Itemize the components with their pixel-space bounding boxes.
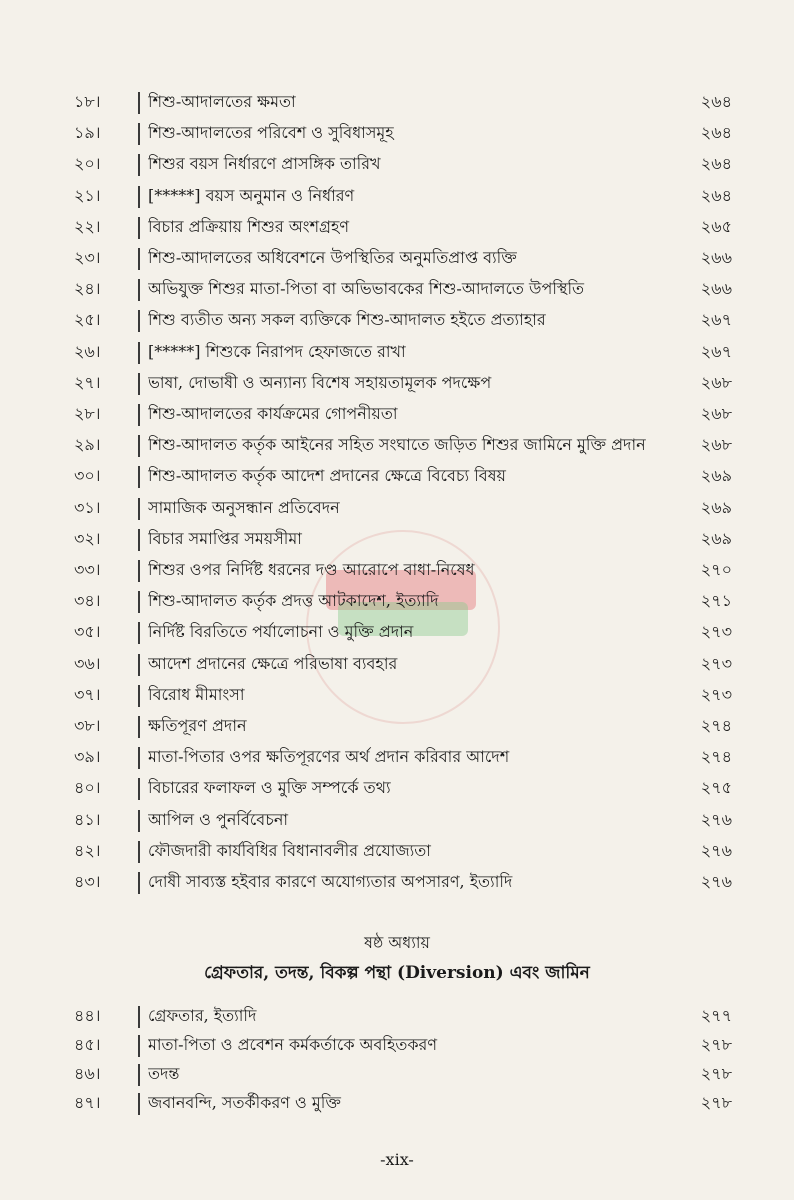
toc-entry (0, 772, 794, 804)
chapter-title: গ্রেফতার, তদন্ত, বিকল্প পন্থা (Diversion) এবং জামিন (204, 963, 590, 983)
toc-entry-number: ৪০। (74, 778, 101, 798)
toc-entry-page: ২৭৫ (700, 778, 732, 798)
toc-entry-number: ২৭। (74, 372, 101, 392)
toc-entry (0, 180, 794, 212)
toc-entry-divider (138, 1064, 140, 1086)
toc-entry-number: ৩৬। (74, 653, 101, 673)
toc-entry-divider (138, 622, 140, 644)
toc-entry-divider (138, 654, 140, 676)
toc-entry-page: ২৬৯ (700, 528, 732, 548)
toc-entry-page: ২৬৭ (700, 310, 732, 330)
toc-entry (0, 804, 794, 836)
toc-entry-page: ২৭৮ (700, 1035, 732, 1054)
toc-entry-page: ২৭০ (700, 560, 732, 579)
toc-entry-page: ২৭৩ (700, 622, 732, 642)
toc-entry-divider (138, 810, 140, 832)
toc-entry-title: অভিযুক্ত শিশুর মাতা-পিতা বা অভিভাবকের শিশু-আদালতে উপস্থিতি (148, 279, 585, 299)
toc-entry-number: ৩২। (74, 528, 101, 548)
toc-entry (0, 679, 794, 711)
toc-entry (0, 1087, 794, 1119)
toc-entry-number: ১৮। (74, 92, 101, 111)
toc-entry (0, 710, 794, 742)
toc-entry-page: ২৬৭ (700, 341, 732, 361)
toc-entry-page: ২৭৪ (700, 716, 732, 735)
toc-entry (0, 835, 794, 867)
toc-entry-number: ২৩। (74, 248, 101, 267)
toc-entry (0, 429, 794, 461)
toc-entry-title: বিচারের ফলাফল ও মুক্তি সম্পর্কে তথ্য (148, 778, 391, 798)
toc-entry-title: ক্ষতিপূরণ প্রদান (148, 716, 247, 735)
toc-entry (0, 367, 794, 399)
toc-entry (0, 1058, 794, 1090)
toc-entry-number: ৪৫। (74, 1035, 101, 1054)
toc-entry-number: ৪৭। (74, 1093, 101, 1112)
toc-entry (0, 242, 794, 274)
toc-entry-number: ৩৪। (74, 591, 101, 611)
toc-entry-divider (138, 747, 140, 769)
toc-entry-page: ২৬৪ (700, 92, 732, 111)
toc-entry-page: ২৬৮ (700, 435, 732, 455)
toc-entry-page: ২৭৮ (700, 1093, 732, 1112)
toc-entry (0, 741, 794, 773)
toc-entry-divider (138, 248, 140, 270)
toc-entry-title: শিশুর ওপর নির্দিষ্ট ধরনের দণ্ড আরোপে বাধা-নিষেধ (148, 560, 475, 579)
toc-entry-page: ২৬৬ (700, 248, 732, 267)
toc-entry-title: জবানবন্দি, সতর্কীকরণ ও মুক্তি (148, 1093, 341, 1112)
toc-entry-number: ২১। (74, 185, 101, 205)
toc-entry-number: ৪১। (74, 809, 101, 829)
toc-entry-number: ৩৭। (74, 684, 101, 704)
toc-entry-number: ৩৯। (74, 747, 101, 767)
toc-entry-divider (138, 498, 140, 520)
toc-entry-divider (138, 404, 140, 426)
toc-entry-page: ২৬৫ (700, 216, 732, 236)
toc-entry (0, 585, 794, 617)
toc-entry-page: ২৬৪ (700, 154, 732, 174)
toc-entry-title: মাতা-পিতা ও প্রবেশন কর্মকর্তাকে অবহিতকরণ (148, 1035, 438, 1054)
toc-entry-divider (138, 217, 140, 239)
toc-entry-number: ৩৮। (74, 716, 101, 735)
toc-entry-number: ২২। (74, 216, 101, 236)
toc-entry-divider (138, 841, 140, 863)
toc-entry-divider (138, 872, 140, 894)
page-number-footer: -xix- (380, 1150, 414, 1169)
toc-entry-divider (138, 92, 140, 114)
toc-entry-title: আপিল ও পুনর্বিবেচনা (148, 809, 289, 829)
toc-entry (0, 523, 794, 555)
toc-entry-page: ২৬৯ (700, 497, 732, 517)
toc-entry (0, 398, 794, 430)
toc-entry-divider (138, 685, 140, 707)
toc-entry-title: আদেশ প্রদানের ক্ষেত্রে পরিভাষা ব্যবহার (148, 653, 398, 673)
toc-entry-divider (138, 591, 140, 613)
toc-entry-title: শিশু ব্যতীত অন্য সকল ব্যক্তিকে শিশু-আদালত হইতে প্রত্যাহার (148, 310, 546, 330)
toc-entry-page: ২৬৬ (700, 279, 732, 299)
toc-entry-number: ২৫। (74, 310, 101, 330)
toc-entry-page: ২৭৬ (700, 872, 732, 891)
toc-entry-number: ৪৪। (74, 1006, 101, 1025)
toc-entry-page: ২৭১ (700, 591, 732, 611)
toc-entry-divider (138, 1093, 140, 1115)
toc-entry-divider (138, 342, 140, 364)
toc-entry-page: ২৭৬ (700, 840, 732, 860)
toc-entry-page: ২৭৩ (700, 684, 732, 704)
toc-entry-divider (138, 716, 140, 738)
toc-entry (0, 304, 794, 336)
toc-entry-divider (138, 186, 140, 208)
toc-entry-title: শিশু-আদালত কর্তৃক আদেশ প্রদানের ক্ষেত্রে বিবেচ্য বিষয় (148, 466, 506, 486)
toc-entry (0, 1000, 794, 1032)
toc-entry-divider (138, 123, 140, 145)
toc-entry-page: ২৬৯ (700, 466, 732, 486)
toc-entry-number: ২৮। (74, 404, 101, 423)
toc-entry-title: ফৌজদারী কার্যবিধির বিধানাবলীর প্রযোজ্যতা (148, 840, 431, 860)
toc-entry-title: বিরোধ মীমাংসা (148, 684, 245, 704)
toc-entry-title: শিশু-আদালতের কার্যক্রমের গোপনীয়তা (148, 404, 398, 423)
toc-entry (0, 148, 794, 180)
toc-entry-number: ৩১। (74, 497, 101, 517)
toc-entry-page: ২৭৪ (700, 747, 732, 767)
toc-entry-divider (138, 310, 140, 332)
toc-entry-divider (138, 435, 140, 457)
toc-entry-title: [*****] শিশুকে নিরাপদ হেফাজতে রাখা (148, 341, 406, 361)
toc-entry-divider (138, 373, 140, 395)
toc-entry (0, 117, 794, 149)
toc-entry-page: ২৬৪ (700, 185, 732, 205)
toc-entry-title: গ্রেফতার, ইত্যাদি (148, 1006, 257, 1025)
toc-entry-number: ২৯। (74, 435, 101, 455)
toc-entry-page: ২৭৮ (700, 1064, 732, 1083)
toc-entry-title: শিশু-আদালতের অধিবেশনে উপস্থিতির অনুমতিপ্রাপ্ত ব্যক্তি (148, 248, 517, 267)
toc-entry-title: বিচার প্রক্রিয়ায় শিশুর অংশগ্রহণ (148, 216, 350, 236)
toc-entry-number: ৩৫। (74, 622, 101, 642)
toc-entry-divider (138, 778, 140, 800)
toc-entry (0, 616, 794, 648)
toc-entry-page: ২৬৪ (700, 123, 732, 143)
toc-entry-title: শিশু-আদালতের পরিবেশ ও সুবিধাসমূহ (148, 123, 394, 143)
toc-entry (0, 492, 794, 524)
toc-entry-title: সামাজিক অনুসন্ধান প্রতিবেদন (148, 497, 340, 517)
toc-entry-page: ২৭৩ (700, 653, 732, 673)
toc-entry-title: নির্দিষ্ট বিরতিতে পর্যালোচনা ও মুক্তি প্রদান (148, 622, 414, 642)
toc-entry (0, 211, 794, 243)
toc-entry-title: শিশু-আদালত কর্তৃক আইনের সহিত সংঘাতে জড়িত শিশুর জামিনে মুক্তি প্রদান (148, 435, 646, 455)
toc-entry-page: ২৭৬ (700, 809, 732, 829)
toc-entry-divider (138, 1006, 140, 1028)
toc-entry (0, 86, 794, 118)
toc-entry-title: বিচার সমাপ্তির সময়সীমা (148, 528, 302, 548)
toc-entry (0, 866, 794, 898)
toc-entry (0, 273, 794, 305)
toc-entry-title: শিশু-আদালতের ক্ষমতা (148, 92, 296, 111)
toc-entry-divider (138, 154, 140, 176)
toc-entry-page: ২৭৭ (700, 1006, 732, 1025)
toc-entry-title: তদন্ত (148, 1064, 180, 1083)
toc-entry-divider (138, 1035, 140, 1057)
toc-entry-number: ২৪। (74, 279, 101, 299)
toc-entry-number: ৪৩। (74, 872, 101, 891)
toc-entry-number: ১৯। (74, 123, 101, 143)
toc-entry (0, 554, 794, 586)
toc-entry-number: ৩০। (74, 466, 101, 486)
toc-entry-number: ৩৩। (74, 560, 101, 579)
toc-entry-page: ২৬৮ (700, 404, 732, 423)
toc-entry-title: শিশুর বয়স নির্ধারণে প্রাসঙ্গিক তারিখ (148, 154, 381, 174)
toc-entry-title: [*****] বয়স অনুমান ও নির্ধারণ (148, 185, 355, 205)
toc-entry-divider (138, 560, 140, 582)
toc-entry-title: মাতা-পিতার ওপর ক্ষতিপূরণের অর্থ প্রদান করিবার আদেশ (148, 747, 510, 767)
chapter-label: ষষ্ঠ অধ্যায় (364, 933, 430, 952)
toc-entry-title: দোষী সাব্যস্ত হইবার কারণে অযোগ্যতার অপসারণ, ইত্যাদি (148, 872, 513, 891)
toc-entry (0, 1029, 794, 1061)
toc-entry-title: ভাষা, দোভাষী ও অন্যান্য বিশেষ সহায়তামূলক পদক্ষেপ (148, 372, 492, 392)
toc-entry (0, 648, 794, 680)
toc-entry-number: ২৬। (74, 341, 101, 361)
toc-entry-page: ২৬৮ (700, 372, 732, 392)
toc-entry (0, 336, 794, 368)
toc-entry-divider (138, 466, 140, 488)
toc-entry (0, 460, 794, 492)
toc-entry-divider (138, 279, 140, 301)
toc-entry-title: শিশু-আদালত কর্তৃক প্রদত্ত আটকাদেশ, ইত্যাদি (148, 591, 439, 611)
toc-entry-number: ৪২। (74, 840, 101, 860)
toc-entry-number: ২০। (74, 154, 101, 174)
toc-entry-number: ৪৬। (74, 1064, 101, 1083)
toc-entry-divider (138, 529, 140, 551)
